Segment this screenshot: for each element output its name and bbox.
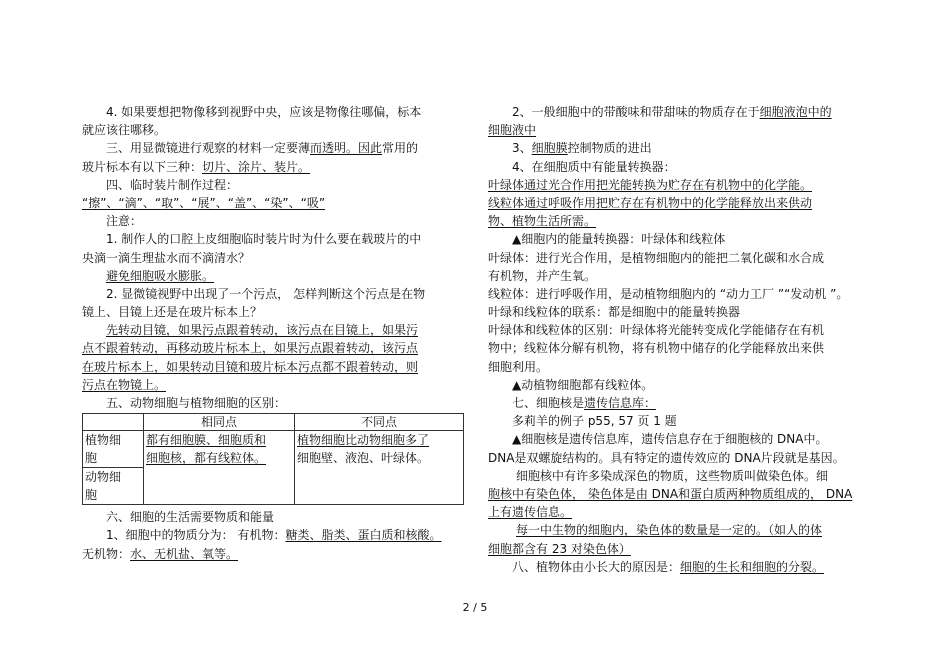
text-line: 就应该往哪移。 [82, 123, 167, 138]
text-line: 细胞核中有许多染成深色的物质，这些物质叫做染色体。细 [516, 468, 829, 483]
underlined-answer: 糖类、脂类、蛋白质和核酸。 [285, 528, 442, 543]
underlined-answer: 水、无机盐、氧等。 [130, 546, 239, 561]
underlined-answer: 上有遗传信息。 [488, 505, 573, 520]
underlined-answer: 线粒体通过呼吸作用把贮存在有机物中的化学能释放出来供动 [488, 195, 813, 210]
text-line: 有机物，并产生氧。 [488, 268, 597, 283]
underlined-answer: 避免细胞吸水膨胀。 [106, 268, 215, 283]
underlined-answer: 先转动目镜，如果污点跟着转动，该污点在目镜上，如果污 [106, 323, 419, 338]
section-heading: 五、动物细胞与植物细胞的区别： [106, 396, 287, 410]
text-line: 物中；线粒体分解有机物，将有机物中储存的化学能释放出来供 [488, 341, 825, 356]
cell-comparison-table [82, 413, 464, 505]
underlined-answer: 遗传信息库： [584, 396, 657, 410]
text-line: 细胞利用。 [488, 359, 549, 374]
underlined-answer: 而透明。 [310, 141, 359, 156]
text-span: 常用的 [382, 141, 419, 156]
text-span: 1、细胞中的物质分为： 有机物： [106, 528, 286, 543]
text-span: 七、细胞核是 [512, 396, 585, 410]
text-span: 2、一般细胞中的带酸味和带甜味的物质存在于 [512, 105, 760, 119]
cell-text: 细胞核，都有线粒体。 [146, 451, 267, 466]
underlined-answer: 物、植物生活所需。 [488, 214, 597, 229]
underlined-answer: 细胞液中 [488, 123, 537, 138]
table-header-diff: 不同点 [295, 414, 464, 431]
text-line: 多莉羊的例子 p55, 57 页 1 题 [512, 414, 677, 429]
left-column [82, 103, 464, 563]
cell-text: 胞 [85, 488, 98, 503]
text-span: 玻片标本有以下三种： [82, 159, 203, 174]
cell-text: 植物细 [85, 433, 122, 448]
underlined-answer: 污点在物镜上。 [82, 377, 167, 392]
text-span: 3、 [512, 141, 532, 156]
cell-text: 胞 [85, 451, 98, 466]
right-column [488, 103, 880, 576]
cell-text: 植物细胞比动物细胞多了 [297, 433, 430, 448]
text-line: 4. 如果要想把物像移到视野中央，应该是物像往哪偏，标本 [106, 105, 422, 119]
underlined-answer: 切片、涂片、装片。 [202, 159, 311, 174]
text-span: 控制物质的进出 [567, 141, 652, 156]
text-line: 镜上、目镜上还是在玻片标本上？ [82, 305, 263, 320]
section-heading: 六、细胞的生活需要物质和能量 [106, 510, 275, 525]
text-line [488, 103, 880, 121]
text-line: 叶绿和线粒体的联系：都是细胞中的能量转换器 [488, 305, 741, 320]
row-label-animal [83, 468, 144, 505]
text-line: 央滴一滴生理盐水而不滴清水？ [82, 250, 251, 265]
section-heading [488, 394, 880, 412]
cell-text: 细胞壁、液泡、叶绿体。 [297, 451, 430, 466]
text-line: ▲动植物细胞都有线粒体。 [512, 377, 654, 392]
text-line: 叶绿体和线粒体的区别：叶绿体将光能转变成化学能储存在有机 [488, 323, 825, 338]
text-line [82, 526, 464, 544]
text-line [488, 139, 880, 157]
text-line: ▲细胞核是遗传信息库，遗传信息存在于细胞核的 DNA中。 [512, 432, 828, 447]
section-heading: 四、临时装片制作过程： [106, 177, 239, 192]
text-line [82, 158, 464, 176]
underlined-answer: 点不跟着转动，再移动玻片标本上，如果污点跟着转动，该污点 [82, 341, 419, 356]
text-span: 八、植物体由小长大的原因是： [512, 559, 681, 574]
text-line: 1. 制作人的口腔上皮细胞临时装片时为什么要在载玻片的中 [106, 232, 422, 247]
text-line [82, 139, 464, 157]
table-header-empty [83, 414, 144, 431]
page-number: 2 / 5 [462, 601, 488, 614]
underlined-answer: 细胞膜 [531, 141, 568, 156]
text-line: 叶绿体：进行光合作用，是植物细胞内的能把二氧化碳和水合成 [488, 250, 825, 265]
text-line: 4、在细胞质中有能量转换器： [512, 159, 676, 174]
text-line [82, 267, 464, 285]
table-header-same: 相同点 [144, 414, 295, 431]
underlined-answer: 胞核中有染色体， 染色体是由 DNA和蛋白质两种物质组成的， DNA [488, 486, 853, 501]
text-line: 线粒体：进行呼吸作用，是动植物细胞内的 “动力工厂 ”“发动机 ”。 [488, 286, 849, 301]
text-span: 无机物： [82, 546, 131, 561]
underlined-answer: “擦”、“滴”、“取”、“展”、“盖”、“染”、“吸” [82, 195, 326, 210]
underlined-answer: 细胞的生长和细胞的分裂。 [680, 559, 825, 574]
text-line: ▲细胞内的能量转换器：叶绿体和线粒体 [512, 232, 726, 247]
text-span: 三、用显微镜进行观察的材料一定要薄 [106, 141, 311, 156]
cell-text: 动物细 [85, 470, 122, 485]
underlined-answer: 细胞液泡中的 [759, 105, 832, 119]
cell-text: 都有细胞膜、细胞质和 [146, 433, 267, 448]
text-line: DNA是双螺旋结构的。具有特定的遗传效应的 DNA片段就是基因。 [488, 450, 845, 465]
underlined-answer: 细胞都含有 23 对染色体） [488, 541, 631, 556]
diff-points-cell [295, 431, 464, 505]
text-line: 注意： [106, 214, 143, 229]
text-line: 2. 显微镜视野中出现了一个污点， 怎样判断这个污点是在物 [106, 286, 426, 301]
underlined-answer: 叶绿体通过光合作用把光能转换为贮存在有机物中的化学能。 [488, 177, 813, 192]
underlined-answer: 每一中生物的细胞内，染色体的数量是一定的。（如人的体 [516, 523, 823, 538]
underlined-answer: 在玻片标本上，如果转动目镜和玻片标本污点都不跟着转动，则 [82, 359, 419, 374]
row-label-plant [83, 431, 144, 468]
underlined-answer: 因此 [358, 141, 383, 156]
text-line [82, 545, 464, 563]
same-points-cell [144, 431, 295, 505]
section-heading [488, 558, 880, 576]
